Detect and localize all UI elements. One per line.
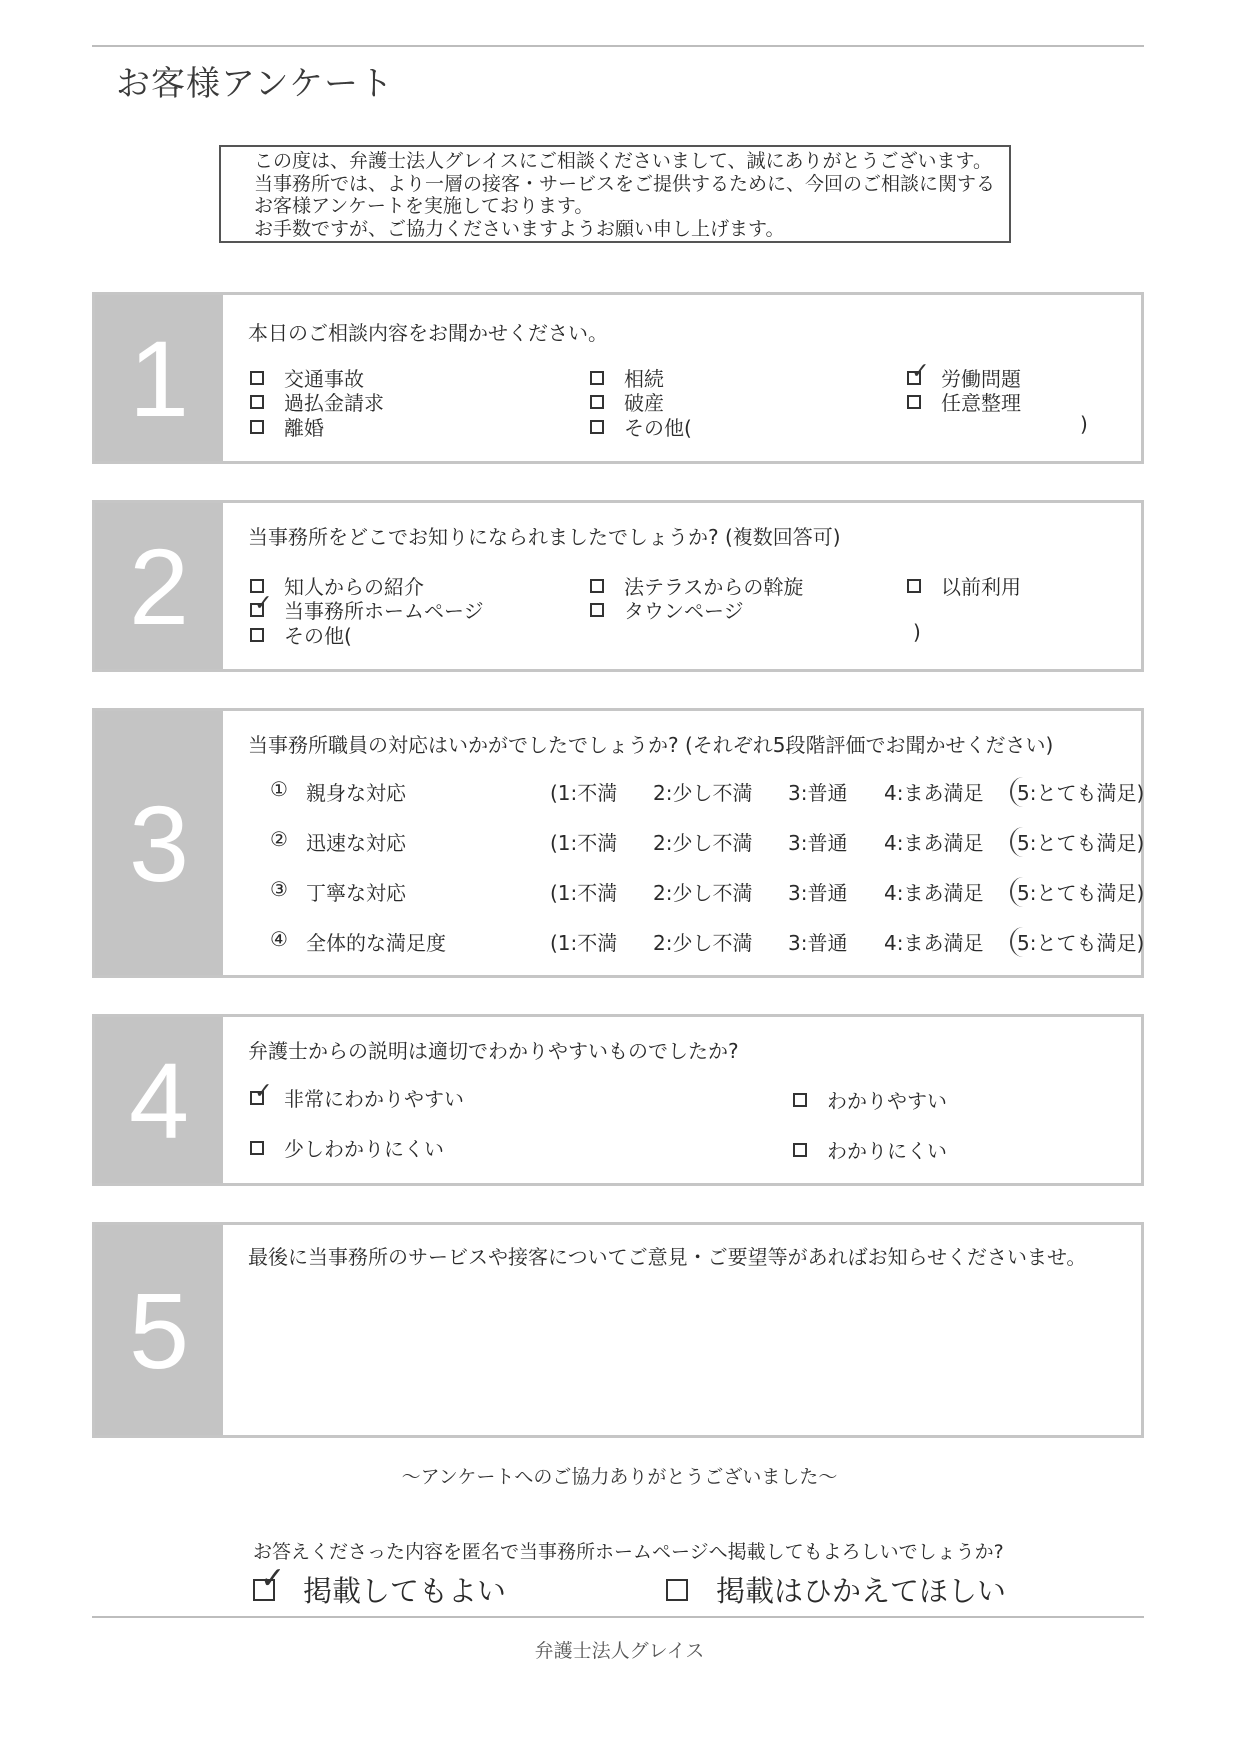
checkbox[interactable] [793, 1093, 807, 1107]
checkbox[interactable] [250, 628, 264, 642]
option-label: 労働問題 [941, 367, 1021, 391]
intro-line: 当事務所では、より一層の接客・サービスをご提供するために、今回のご相談に関する [254, 172, 996, 195]
close-paren: ) [913, 620, 921, 644]
rating-index: ④ [270, 927, 288, 951]
scale-1[interactable]: (1:不満 [550, 881, 618, 905]
option-label: 以前利用 [941, 575, 1021, 599]
option-unclear[interactable] [793, 1135, 947, 1164]
scale-3[interactable]: 3:普通 [788, 781, 848, 805]
scale-2[interactable]: 2:少し不満 [653, 881, 753, 905]
checkbox-checked[interactable] [250, 590, 273, 617]
check-mark-icon: ✓ [260, 1560, 286, 1596]
scale-1[interactable]: (1:不満 [550, 781, 618, 805]
scale-2[interactable]: 2:少し不満 [653, 781, 753, 805]
option-label: 法テラスからの斡旋 [624, 575, 804, 599]
option-label: 破産 [624, 391, 664, 415]
scale-1[interactable]: (1:不満 [550, 831, 618, 855]
section-number: 2 [95, 503, 223, 669]
firm-name: 弁護士法人グレイス [534, 1640, 705, 1662]
option-label: 離婚 [284, 416, 324, 440]
checkbox[interactable] [907, 579, 921, 593]
checkbox[interactable] [250, 371, 264, 385]
option-label: 掲載はひかえてほしい [716, 1574, 1007, 1608]
question-text: 最後に当事務所のサービスや接客についてご意見・ご要望等があればお知らせくださいませ。 [248, 1245, 1087, 1269]
checkbox[interactable] [666, 1579, 688, 1601]
comment-area[interactable] [245, 1281, 1121, 1419]
checkbox[interactable] [793, 1143, 807, 1157]
question-text: 当事務所職員の対応はいかがでしたでしょうか? (それぞれ5段階評価でお聞かせください) [248, 733, 1054, 757]
scale-4[interactable]: 4:まあ満足 [884, 781, 984, 805]
scale-4[interactable]: 4:まあ満足 [884, 831, 984, 855]
section-number: 5 [95, 1225, 223, 1435]
scale-label: 5:とても満足) [1017, 781, 1145, 805]
option-other[interactable] [590, 412, 692, 441]
section-3 [92, 708, 1144, 978]
option-divorce[interactable] [250, 412, 324, 441]
scale-4[interactable]: 4:まあ満足 [884, 881, 984, 905]
option-label: 非常にわかりやすい [284, 1087, 464, 1111]
checkbox-checked[interactable] [253, 1560, 286, 1601]
option-label: 少しわかりにくい [284, 1137, 444, 1161]
option-label: その他( [284, 624, 352, 648]
scale-label: 5:とても満足) [1017, 831, 1145, 855]
intro-line: この度は、弁護士法人グレイスにご相談くださいまして、誠にありがとうございます。 [254, 150, 992, 172]
section-number: 4 [95, 1017, 223, 1183]
check-mark-icon: ✓ [911, 358, 930, 384]
checkbox[interactable] [590, 603, 604, 617]
option-label: 任意整理 [941, 391, 1021, 415]
rating-label: 全体的な満足度 [306, 931, 446, 955]
scale-1[interactable]: (1:不満 [550, 931, 618, 955]
section-1 [92, 292, 1144, 464]
page-title: お客様アンケート [116, 64, 394, 104]
rating-label: 親身な対応 [306, 781, 406, 805]
check-mark-icon: ✓ [254, 1078, 273, 1104]
checkbox[interactable] [590, 579, 604, 593]
option-town-page[interactable] [590, 595, 744, 624]
option-label: 知人からの紹介 [284, 575, 424, 599]
option-label: 掲載してもよい [303, 1574, 507, 1608]
option-previous-use[interactable] [907, 571, 1021, 600]
option-label: 当事務所ホームページ [284, 599, 484, 623]
checkbox[interactable] [250, 395, 264, 409]
checkbox[interactable] [590, 371, 604, 385]
top-rule [92, 45, 1144, 47]
scale-4[interactable]: 4:まあ満足 [884, 931, 984, 955]
publish-question: お答えくださった内容を匿名で当事務所ホームページへ掲載してもよろしいでしょうか? [253, 1541, 1004, 1563]
scale-3[interactable]: 3:普通 [788, 931, 848, 955]
intro-line: お客様アンケートを実施しております。 [254, 195, 594, 217]
checkbox[interactable] [907, 395, 921, 409]
checkbox[interactable] [250, 1141, 264, 1155]
question-text: 当事務所をどこでお知りになられましたでしょうか? (複数回答可) [248, 525, 841, 549]
option-debt-arrangement[interactable] [907, 387, 1021, 416]
intro-line: お手数ですが、ご協力くださいますようお願い申し上げます。 [254, 217, 785, 240]
scale-3[interactable]: 3:普通 [788, 881, 848, 905]
rating-label: 丁寧な対応 [306, 881, 406, 905]
checkbox[interactable] [250, 420, 264, 434]
close-paren: ) [1080, 412, 1088, 436]
scale-label: 5:とても満足) [1017, 931, 1145, 955]
option-other[interactable] [250, 620, 352, 649]
option-somewhat-unclear[interactable] [250, 1133, 444, 1162]
rating-index: ① [270, 777, 288, 801]
bottom-rule [92, 1616, 1144, 1618]
question-text: 弁護士からの説明は適切でわかりやすいものでしたか? [248, 1039, 739, 1063]
checkbox[interactable] [590, 395, 604, 409]
publish-decline-option[interactable] [666, 1569, 1006, 1610]
scale-3[interactable]: 3:普通 [788, 831, 848, 855]
option-label: わかりやすい [827, 1089, 947, 1113]
option-clear[interactable] [793, 1085, 947, 1114]
option-label: 交通事故 [284, 367, 364, 391]
checkbox-checked[interactable] [907, 358, 930, 385]
option-label: 相続 [624, 367, 664, 391]
option-label: わかりにくい [827, 1139, 947, 1163]
publish-ok-option[interactable] [253, 1560, 507, 1610]
rating-index: ③ [270, 877, 288, 901]
option-label: 過払金請求 [284, 391, 384, 415]
thanks-message: 〜アンケートへのご協力ありがとうございました〜 [401, 1466, 838, 1488]
question-text: 本日のご相談内容をお聞かせください。 [248, 321, 608, 345]
scale-2[interactable]: 2:少し不満 [653, 931, 753, 955]
rating-label: 迅速な対応 [306, 831, 406, 855]
section-4 [92, 1014, 1144, 1186]
section-number: 1 [95, 295, 223, 461]
checkbox-checked[interactable] [250, 1078, 273, 1105]
scale-label: 5:とても満足) [1017, 881, 1145, 905]
section-2 [92, 500, 1144, 672]
rating-index: ② [270, 827, 288, 851]
option-label: タウンページ [624, 599, 744, 623]
scale-2[interactable]: 2:少し不満 [653, 831, 753, 855]
option-label: その他( [624, 416, 692, 440]
section-number: 3 [95, 711, 223, 975]
check-mark-icon: ✓ [254, 590, 273, 616]
option-very-clear[interactable] [250, 1078, 464, 1112]
section-5 [92, 1222, 1144, 1438]
intro-box [219, 145, 1011, 243]
checkbox[interactable] [590, 420, 604, 434]
